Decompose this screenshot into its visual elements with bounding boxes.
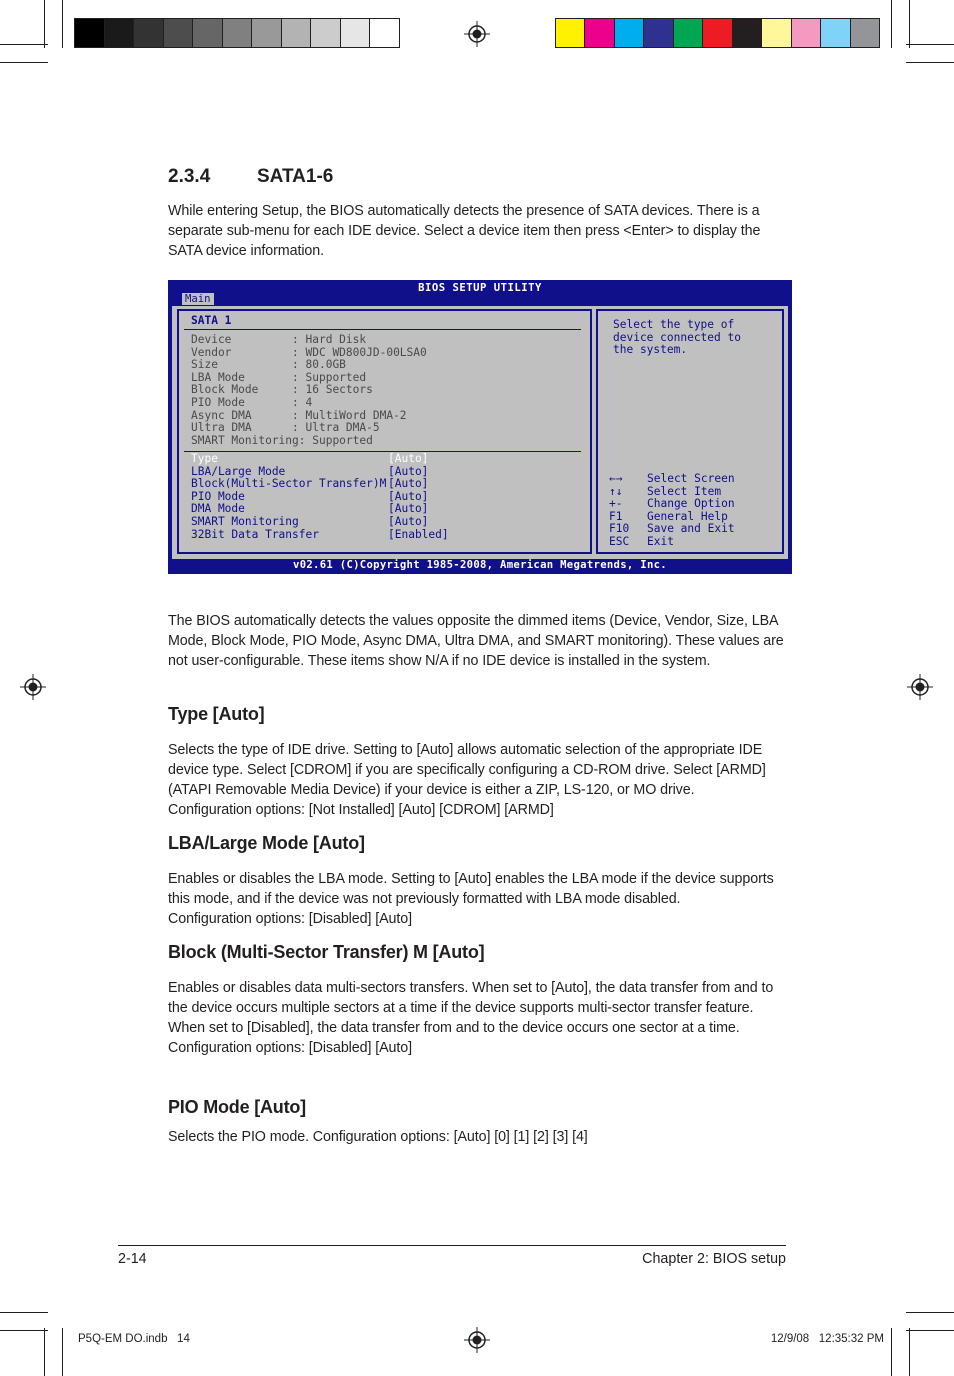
- crop-mark: [0, 1330, 48, 1331]
- chapter-title: Chapter 2: BIOS setup: [642, 1251, 786, 1267]
- option-label[interactable]: 32Bit Data Transfer: [191, 527, 319, 541]
- device-info-line: Size : 80.0GB: [191, 358, 346, 372]
- device-info-line: SMART Monitoring: Supported: [191, 433, 373, 447]
- slug-date: 12/9/08 12:35:32 PM: [770, 1333, 884, 1345]
- lba-heading: LBA/Large Mode [Auto]: [168, 833, 365, 853]
- block-paragraph: [168, 978, 792, 1058]
- key-name: ←→: [609, 472, 623, 485]
- bios-panel: [172, 306, 788, 559]
- tab-main[interactable]: Main: [182, 293, 214, 305]
- key-description: General Help: [647, 509, 728, 523]
- footer-rule: [118, 1245, 786, 1246]
- key-name: F10: [609, 522, 630, 536]
- option-label[interactable]: DMA Mode: [191, 502, 245, 516]
- crop-mark: [906, 1330, 954, 1331]
- gray-swatch: [75, 19, 105, 47]
- option-value[interactable]: [Auto]: [388, 452, 429, 465]
- color-swatch: [733, 19, 762, 47]
- crop-mark: [44, 1328, 45, 1376]
- option-label[interactable]: SMART Monitoring: [191, 515, 299, 528]
- registration-mark-icon: [464, 21, 490, 47]
- type-body: Selects the type of IDE drive. Setting to [Auto] allows automatic selection of the appropriate IDE device type. Select [CDROM] if you are specifically configuring a CD-ROM drive. Select [ARMD] (ATAPI Removable Media Device) if your device is either a ZIP, LS-120, or MO drive.: [168, 742, 766, 798]
- crop-mark: [906, 62, 954, 63]
- type-heading: Type [Auto]: [168, 704, 265, 724]
- crop-mark: [906, 1312, 954, 1313]
- option-value[interactable]: [Auto]: [388, 515, 429, 528]
- section-title: SATA1-6: [257, 166, 334, 187]
- device-info-line: Device : Hard Disk: [191, 333, 367, 346]
- option-value[interactable]: [Auto]: [388, 489, 429, 503]
- color-swatch: [644, 19, 673, 47]
- bios-screenshot: [168, 280, 792, 574]
- device-info-line: Async DMA : MultiWord DMA-2: [191, 408, 407, 422]
- color-swatch: [615, 19, 644, 47]
- intro-paragraph: While entering Setup, the BIOS automatically detects the presence of SATA devices. There is a separate sub-menu for each IDE device. Select a device item then press <Enter> to display the SATA device information.: [168, 203, 761, 259]
- key-name: ↑↓: [609, 484, 623, 498]
- registration-mark-icon: [907, 674, 933, 700]
- option-value[interactable]: [Auto]: [388, 502, 429, 516]
- lba-body: Enables or disables the LBA mode. Setting to [Auto] enables the LBA mode if the device supports this mode, and if the device was not previously formatted with LBA mode disabled.: [168, 871, 774, 907]
- section-number: 2.3.4: [168, 166, 211, 187]
- key-description: Exit: [647, 535, 674, 548]
- gray-swatch: [311, 19, 341, 47]
- device-info-line: Block Mode : 16 Sectors: [191, 383, 373, 397]
- bios-copyright: v02.61 (C)Copyright 1985-2008, American Megatrends, Inc.: [293, 559, 667, 571]
- gray-swatch: [282, 19, 312, 47]
- detect-paragraph: The BIOS automatically detects the values opposite the dimmed items (Device, Vendor, Size, LBA Mode, Block Mode, PIO Mode, Async DMA, Ultra DMA, and SMART monitoring). These values are not user-configurable. These items show N/A if no IDE device is installed in the system.: [168, 613, 784, 669]
- registration-mark-icon: [464, 1327, 490, 1353]
- key-description: Change Option: [647, 497, 735, 511]
- device-info-line: Vendor : WDC WD800JD-00LSA0: [191, 345, 427, 359]
- option-label[interactable]: PIO Mode: [191, 489, 245, 503]
- option-label[interactable]: Type: [191, 452, 218, 465]
- crop-mark: [44, 0, 45, 48]
- color-swatch: [556, 19, 585, 47]
- key-name: F1: [609, 509, 623, 523]
- block-body: Enables or disables data multi-sectors transfers. When set to [Auto], the data transfer from and to the device occurs multiple sectors at a time if the device supports multi-sector transfer feature. When set to [Disabled], the data transfer from and to the device occurs one sector at a time.: [168, 980, 774, 1036]
- page-number: 2-14: [118, 1251, 147, 1267]
- key-name: ESC: [609, 535, 630, 548]
- key-name: +-: [609, 497, 623, 511]
- lba-paragraph: [168, 869, 792, 929]
- gray-swatch: [164, 19, 194, 47]
- device-info-line: Ultra DMA : Ultra DMA-5: [191, 421, 380, 435]
- process-color-bar: [555, 18, 880, 48]
- color-swatch: [762, 19, 791, 47]
- crop-mark: [906, 44, 954, 45]
- crop-mark: [0, 44, 48, 45]
- option-value[interactable]: [Auto]: [388, 477, 429, 491]
- crop-mark: [62, 1328, 63, 1376]
- key-description: Select Item: [647, 484, 722, 498]
- lba-options: Configuration options: [Disabled] [Auto]: [168, 911, 412, 927]
- gray-swatch: [370, 19, 399, 47]
- section-heading: [168, 166, 333, 188]
- key-description: Select Screen: [647, 472, 735, 485]
- gray-swatch: [223, 19, 253, 47]
- divider: [184, 329, 581, 330]
- type-paragraph: [168, 740, 792, 820]
- registration-mark-icon: [20, 674, 46, 700]
- crop-mark: [909, 1328, 910, 1376]
- block-options: Configuration options: [Disabled] [Auto]: [168, 1040, 412, 1056]
- pio-paragraph: Selects the PIO mode. Configuration options: [Auto] [0] [1] [2] [3] [4]: [168, 1129, 588, 1145]
- key-description: Save and Exit: [647, 522, 735, 536]
- bios-title: BIOS SETUP UTILITY: [418, 282, 542, 294]
- bios-submenu-heading: SATA 1: [191, 314, 232, 327]
- type-options: Configuration options: [Not Installed] [Auto] [CDROM] [ARMD]: [168, 802, 554, 818]
- crop-mark: [0, 62, 48, 63]
- crop-mark: [909, 0, 910, 48]
- pio-heading: PIO Mode [Auto]: [168, 1097, 306, 1117]
- crop-mark: [0, 1312, 48, 1313]
- device-info-line: PIO Mode : 4: [191, 396, 313, 409]
- option-value[interactable]: [Enabled]: [388, 527, 449, 541]
- gray-swatch: [341, 19, 371, 47]
- gray-swatch: [252, 19, 282, 47]
- divider: [184, 451, 581, 452]
- gray-swatch: [105, 19, 135, 47]
- block-heading: Block (Multi-Sector Transfer) M [Auto]: [168, 942, 485, 962]
- color-swatch: [792, 19, 821, 47]
- bios-left-pane: [177, 309, 592, 554]
- help-line: Select the type of: [613, 318, 735, 331]
- help-line: device connected to: [613, 330, 741, 344]
- color-swatch: [674, 19, 703, 47]
- slug-filename: P5Q-EM DO.indb 14: [78, 1333, 190, 1345]
- crop-mark: [891, 0, 892, 48]
- bios-help-pane: [596, 309, 784, 554]
- grayscale-color-bar: [74, 18, 400, 48]
- color-swatch: [703, 19, 732, 47]
- help-line: the system.: [613, 343, 688, 357]
- gray-swatch: [193, 19, 223, 47]
- crop-mark: [891, 1328, 892, 1376]
- option-value[interactable]: [Auto]: [388, 464, 429, 478]
- color-swatch: [821, 19, 850, 47]
- option-label[interactable]: LBA/Large Mode: [191, 464, 286, 478]
- option-label[interactable]: Block(Multi-Sector Transfer)M: [191, 477, 387, 491]
- color-swatch: [851, 19, 879, 47]
- gray-swatch: [134, 19, 164, 47]
- device-info-line: LBA Mode : Supported: [191, 370, 367, 384]
- color-swatch: [585, 19, 614, 47]
- crop-mark: [62, 0, 63, 48]
